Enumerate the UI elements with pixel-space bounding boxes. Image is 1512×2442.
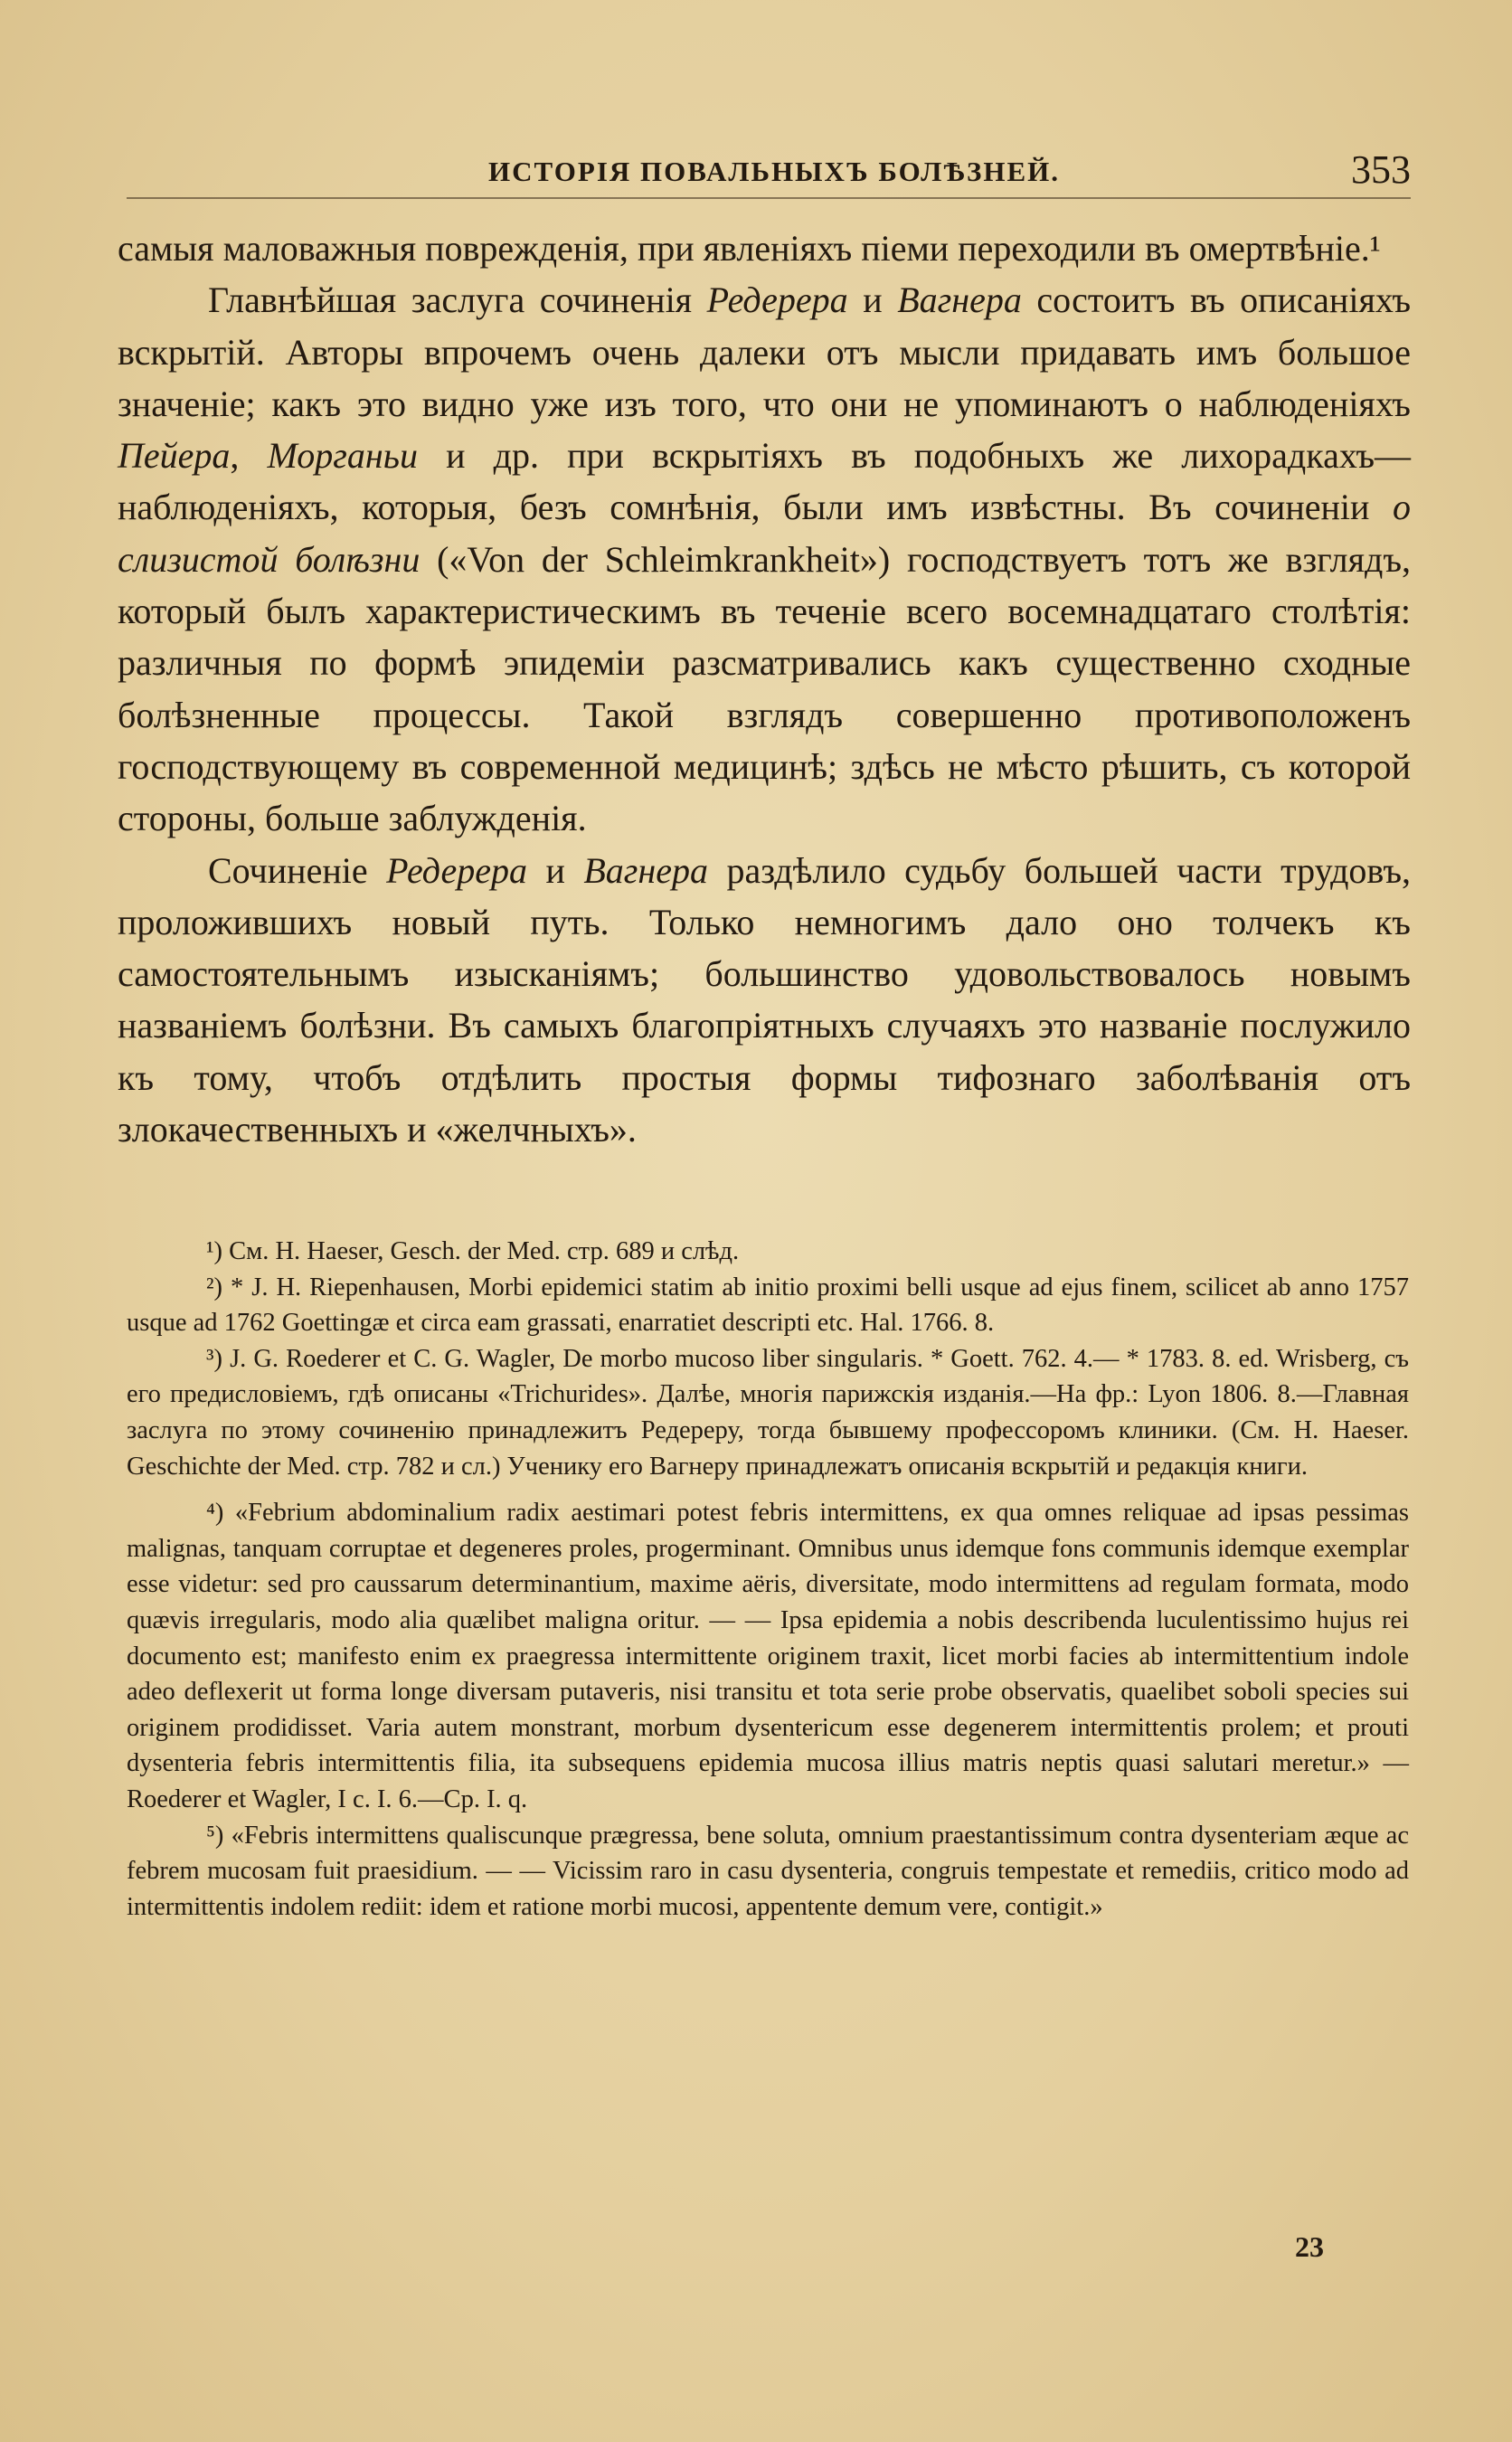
main-text (118, 222, 1411, 1155)
text-run: раздѣлило судьбу большей части трудовъ, проложившихъ новый путь. Только немногимъ дало оно толчекъ къ самостоятельнымъ изысканіямъ; большинство удовольствовалось новымъ названіемъ болѣзни. Въ самыхъ благопріятныхъ случаяхъ это названіе послужило къ тому, чтобъ отдѣлить простыя формы тифознаго заболѣванія отъ злокачественныхъ и «желчныхъ». (118, 849, 1411, 1150)
text-run: и (847, 279, 898, 321)
page-number: 353 (1351, 147, 1411, 192)
footnotes (127, 1234, 1409, 1925)
header-rule (127, 197, 1411, 199)
paragraph-1: самыя маловажныя поврежденія, при явленіяхъ піеми переходили въ омертвѣніе.¹ (118, 228, 1381, 269)
text-run: , (230, 435, 268, 477)
author-name-peyer: Пейера (118, 435, 231, 477)
author-name-wagler: Вагнера (583, 849, 709, 891)
author-name-morgagni: Морганьи (267, 435, 418, 477)
footnote-1: ¹) См. H. Haeser, Gesch. der Med. стр. 689 и слѣд. (206, 1237, 740, 1265)
text-run: Главнѣйшая заслуга сочиненія (208, 279, 707, 321)
text-run: («Von der Schleimkrankheit») господствуетъ тотъ же взглядъ, который былъ характеристическимъ въ теченіе всего восемнадцатаго столѣтія: различныя по формѣ эпидеміи разсматривались какъ существенно сходные болѣзненные процессы. Такой взглядъ совершенно противоположенъ господствующему въ современной медицинѣ; здѣсь не мѣсто рѣшить, съ которой стороны, больше заблужденія. (118, 538, 1411, 839)
paragraph-2 (118, 274, 1411, 844)
text-run: Сочиненіе (208, 849, 387, 891)
printer-signature: 23 (1295, 2230, 1324, 2263)
footnote-3: ³) J. G. Roederer et C. G. Wagler, De morbo mucoso liber singularis. * Goett. 762. 4.— * 1783. 8. ed. Wrisberg, съ его предисловіемъ, гдѣ описаны «Trichurides». Далѣе, многія парижскія изданія.—На фр.: Lyon 1806. 8.—Главная заслуга по этому сочиненію принадлежитъ Редереру, тогда бывшему профессоромъ клиники. (См. H. Haeser. Geschichte der Med. стр. 782 и сл.) Ученику его Вагнеру принадлежатъ описанія вскрытій и редакція книги. (127, 1344, 1409, 1481)
footnote-5: ⁵) «Febris intermittens qualiscunque prægressa, bene soluta, omnium praestantissimum contra dysenteriam æque ac febrem mucosam fuit praesidium. — — Vicissim raro in casu dysenteria, congruis tempestate et remediis, critico modo ad intermittentis indolem rediit: idem et ratione morbi mucosi, appentente demum vere, contigit.» (127, 1821, 1409, 1921)
text-run: и др. при вскрытіяхъ въ подобныхъ же лихорадкахъ—наблюденіяхъ, которыя, безъ сомнѣнія, были имъ извѣстны. Въ сочиненіи (118, 435, 1412, 528)
footnote-2: ²) * J. H. Riepenhausen, Morbi epidemici statim ab initio proximi belli usque ad ejus finem, scilicet ab anno 1757 usque ad 1762 Goettingæ et circa eam grassati, enarratiet descripti etc. Hal. 1766. 8. (127, 1273, 1409, 1338)
footnote-4: ⁴) «Febrium abdominalium radix aestimari potest febris intermittens, ex qua omnes reliquae ad ipsas pessimas malignas, tanquam corruptae et degeneres proles, progerminant. Omnibus unus idemque fons communis idemque exemplar esse videtur: sed pro caussarum determinantium, maxime aëris, diversitate, modo intermittens ad regulam formata, modo quævis irregularis, modo alia quælibet maligna oritur. — — Ipsa epidemia a nobis describenda luculentissimo hujus rei documento est; manifesto enim ex praegressa intermittente originem traxit, licet morbi facies ab intermittentium indole adeo deflexerit ut forma longe diversam putaveris, nisi transitu et tota serie probe observatis, quaelibet soboli species sui originem prodidisset. Varia autem monstrant, morbum dysentericum esse degenerem intermittentis prolem; et prouti dysenteria febris intermittentis filia, ita subsequens epidemia mucosa illius matris neptis quasi salutari meretur.» — Roederer et Wagler, I c. I. 6.—Cp. I. q. (127, 1499, 1409, 1813)
author-name-wagler: Вагнера (897, 279, 1022, 321)
text-run: и (527, 849, 584, 891)
text-run: состоитъ въ описаніяхъ вскрытій. Авторы впрочемъ очень далеки отъ мысли придавать имъ большое значеніе; какъ это видно уже изъ того, что они не упоминаютъ о наблюденіяхъ (118, 279, 1412, 424)
work-title: о слизистой болѣзни (118, 487, 1411, 580)
paragraph-3 (118, 845, 1411, 1156)
author-name-roederer: Редерера (386, 849, 528, 891)
running-title: ИСТОРІЯ ПОВАЛЬНЫХЪ БОЛѢЗНЕЙ. (488, 156, 1060, 187)
author-name-roederer: Редерера (706, 279, 848, 321)
